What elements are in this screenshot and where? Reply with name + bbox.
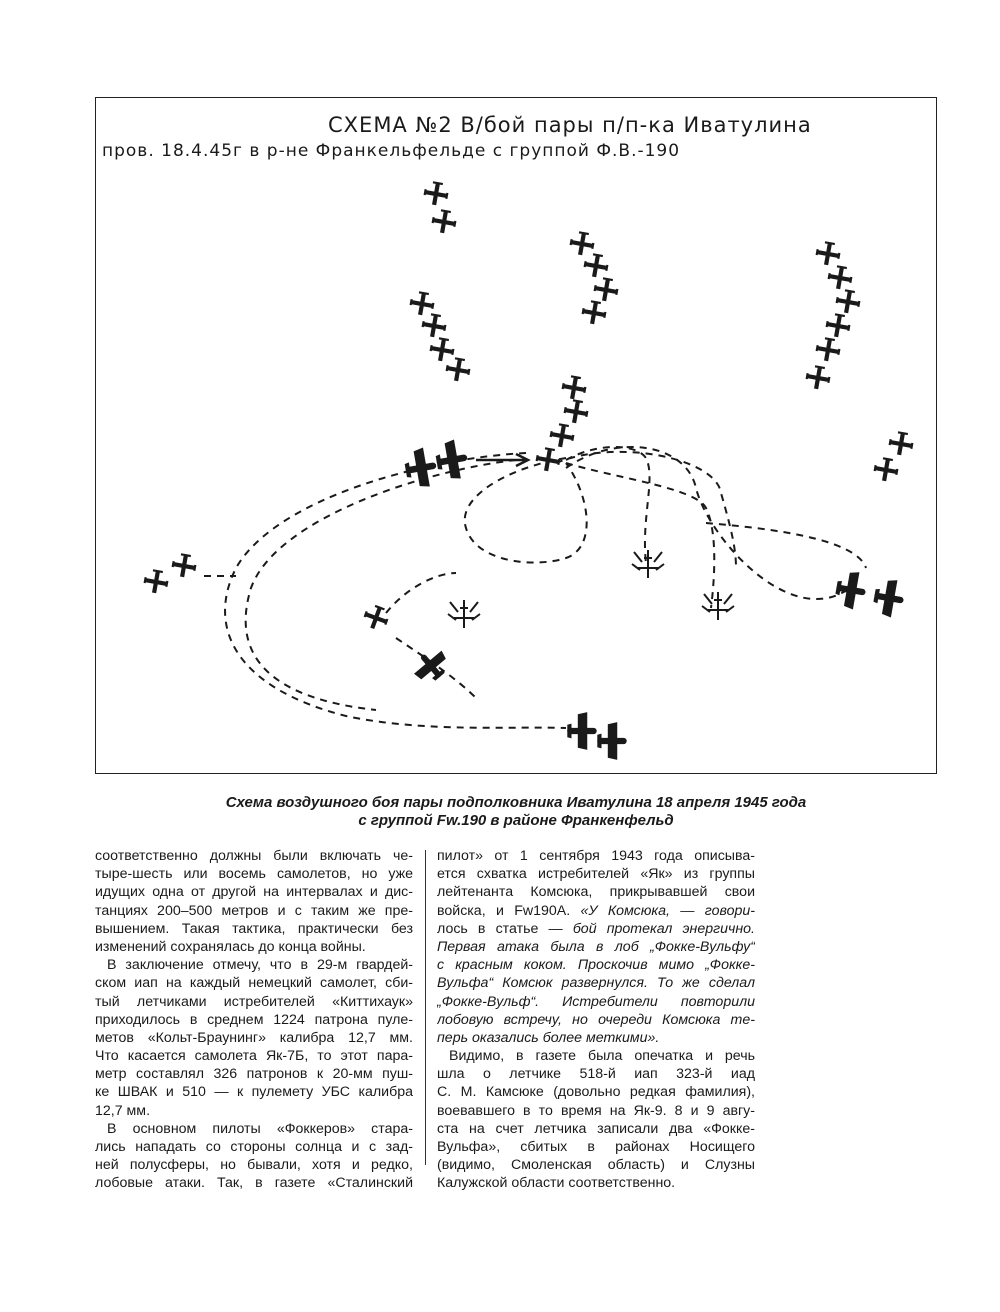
text-line: В заключение отмечу, что в 29-м гвардей-: [107, 957, 413, 974]
text-line: Первая атака была в лоб „Фокке-Вульфу“: [437, 938, 755, 955]
plus-cross-aircraft-icon: [873, 457, 898, 482]
text-line: метр составлял 326 патронов к 20-мм пуш-: [95, 1066, 413, 1083]
battle-diagram-frame: [95, 97, 937, 774]
text-line: лобовую встречу, но очереди Комсюка те-: [437, 1011, 755, 1028]
plus-cross-aircraft-icon: [563, 399, 588, 424]
text-line: лобовые атаки. Так, в газете «Сталинский: [95, 1175, 413, 1192]
plus-cross-aircraft-icon: [827, 265, 852, 290]
plus-cross-aircraft-icon: [593, 277, 618, 302]
flight-path-11: [706, 523, 866, 568]
text-line: „Фокке-Вульф“. Истребители повторили: [437, 993, 755, 1010]
solid-aircraft-icon: [833, 569, 869, 611]
text-line: изменений сохранялась до конца войны.: [95, 938, 366, 955]
text-line: Вульфа», сбитых в районах Носищего: [437, 1139, 755, 1155]
plus-cross-aircraft-icon: [171, 553, 196, 578]
plus-cross-aircraft-icon: [423, 181, 448, 206]
figure-caption: [100, 794, 932, 830]
text-line: идущих одна от другой на интервалах и дис-: [95, 884, 413, 901]
text-line: соответственно должны были включать че-: [95, 848, 413, 864]
text-line: с красным коком. Проскочив мимо „Фокке-: [437, 957, 755, 974]
plus-cross-aircraft-icon: [815, 337, 840, 362]
flight-path-9: [386, 573, 456, 613]
plus-cross-aircraft-icon: [581, 300, 606, 325]
text-line: воевавшего в то время на Як-9. 8 и 9 авгу-: [437, 1102, 755, 1119]
text-line: ста на счет летчика записали два «Фокке-: [437, 1120, 755, 1137]
plus-cross-aircraft-icon: [835, 289, 860, 314]
plus-cross-aircraft-icon: [561, 375, 586, 400]
text-line: лейтенанта Комсюка, прикрывавшей свои: [437, 884, 755, 901]
column-divider: [425, 850, 426, 1165]
plus-cross-aircraft-icon: [805, 365, 830, 390]
plus-cross-aircraft-icon: [815, 241, 840, 266]
text-line: ется схватка истребителей «Як» из группы: [437, 866, 755, 883]
flight-path-5: [556, 452, 736, 568]
text-line: В основном пилоты «Фоккеров» стара-: [107, 1120, 413, 1137]
plus-cross-aircraft-icon: [409, 291, 434, 316]
solid-aircraft-icon: [597, 722, 626, 760]
diagram-title-line2: пров. 18.4.45г в р-не Франкельфельде с группой Ф.В.-190: [102, 141, 681, 161]
solid-aircraft-icon: [567, 712, 596, 750]
text-column-left: [95, 847, 413, 1193]
burst-aircraft-icon: [632, 550, 664, 578]
flight-path-3: [465, 458, 587, 563]
text-line: войска, и Fw190A. «У Комсюка, — говори-: [437, 902, 755, 919]
text-line: Что касается самолета Як-7Б, то этот пара-: [95, 1048, 413, 1065]
text-line: лись нападать со стороны солнца и с зад-: [95, 1139, 413, 1155]
text-line: вышением. Такая тактика, практически без: [95, 920, 413, 937]
text-line: танциях 200–500 метров и с таким же пре-: [95, 902, 413, 919]
aircraft-group: [143, 181, 913, 760]
plus-cross-aircraft-icon: [362, 604, 390, 632]
flight-path-2: [246, 460, 516, 710]
battle-diagram: [96, 98, 938, 775]
text-line: (видимо, Смоленская область) и Слузны: [437, 1157, 755, 1174]
plus-cross-aircraft-icon: [569, 231, 594, 256]
plus-cross-aircraft-icon: [583, 253, 608, 278]
plus-cross-aircraft-icon: [535, 447, 560, 472]
text-line: метов «Кольт-Браунинг» калибра 12,7 мм.: [95, 1029, 413, 1046]
text-line: ке ШВАК и 510 — к пулемету УБС калибра: [95, 1084, 413, 1101]
text-line: Калужской области соответственно.: [437, 1175, 676, 1192]
plus-cross-aircraft-icon: [431, 209, 456, 234]
text-line: Видимо, в газете была опечатка и речь: [449, 1048, 755, 1065]
text-line: перь оказались более меткими».: [437, 1029, 660, 1046]
solid-aircraft-icon: [871, 577, 907, 619]
diagram-title-line1: СХЕМА №2 В/бой пары п/п-ка Иватулина: [328, 113, 812, 137]
text-line: пилот» от 1 сентября 1943 года описыва-: [437, 848, 755, 864]
plus-cross-aircraft-icon: [888, 431, 913, 456]
caption-line-2: с группой Fw.190 в районе Франкенфельд: [358, 812, 674, 829]
text-line: 12,7 мм.: [95, 1102, 151, 1119]
plus-cross-aircraft-icon: [143, 569, 168, 594]
text-line: тый летчиками истребителей «Киттихаук»: [95, 993, 413, 1010]
plus-cross-aircraft-icon: [549, 423, 574, 448]
text-column-right: [437, 847, 755, 1193]
text-line: ском иап на каждый немецкий самолет, сби-: [95, 975, 413, 992]
text-line: шла о летчике 518-й иап 323-й иад: [437, 1066, 755, 1083]
text-line: Вульфа“ Комсюк развернулся. То же сделал: [437, 975, 755, 992]
plus-cross-aircraft-icon: [421, 313, 446, 338]
burst-aircraft-icon: [702, 592, 734, 620]
flight-path-1: [225, 453, 566, 728]
plus-cross-aircraft-icon: [429, 337, 454, 362]
text-line: приходилось в среднем 1224 патрона пуле-: [95, 1011, 413, 1028]
text-line: лось в статье — бой протекал энергично.: [437, 920, 755, 937]
caption-line-1: Схема воздушного боя пары подполковника Иватулина 18 апреля 1945 года: [225, 794, 807, 811]
burst-aircraft-icon: [448, 600, 480, 628]
plus-cross-aircraft-icon: [445, 357, 470, 382]
text-line: тыре-шесть или восемь самолетов, но уже: [95, 866, 413, 883]
flight-paths: [204, 447, 866, 728]
text-line: ней полусферы, но бывали, хотя и редко,: [95, 1157, 413, 1174]
plus-cross-aircraft-icon: [825, 313, 850, 338]
text-line: С. М. Камсюке (довольно редкая фамилия),: [437, 1084, 755, 1101]
flight-path-7: [566, 463, 714, 608]
solid-aircraft-icon: [408, 644, 454, 689]
flight-path-6: [566, 447, 650, 563]
